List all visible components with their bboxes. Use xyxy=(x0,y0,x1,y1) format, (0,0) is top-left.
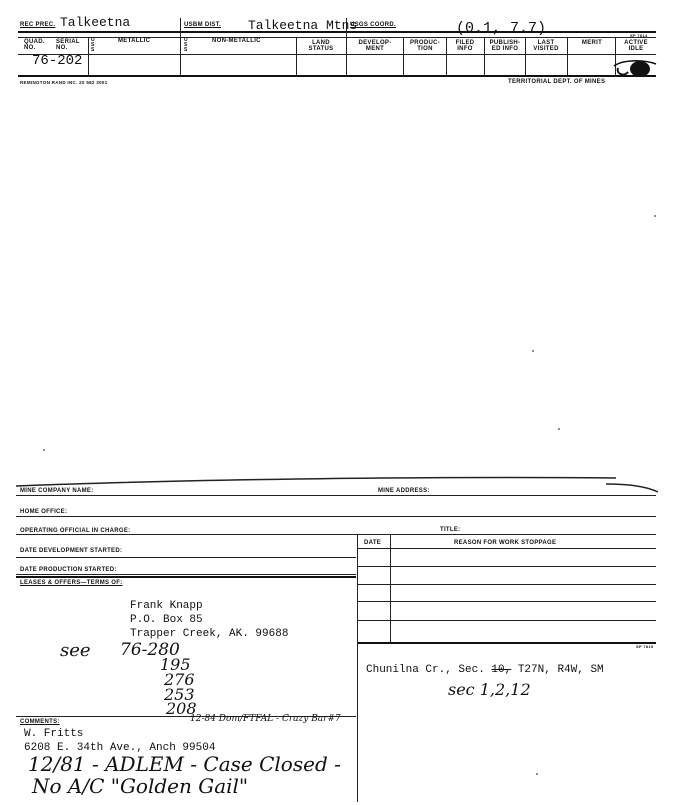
metallic-header: METALLIC xyxy=(118,38,151,44)
active-idle-header: ACTIVE IDLE xyxy=(624,40,648,52)
form-number: SP 7814 xyxy=(630,33,648,38)
active-status-mark-icon xyxy=(612,58,658,80)
leases-label: LEASES & OFFERS—TERMS OF: xyxy=(20,580,123,586)
handwritten-lease-number: 208 xyxy=(166,699,197,718)
location-text xyxy=(366,664,604,676)
uss-non-metallic-header: U S S xyxy=(184,37,188,53)
divider xyxy=(390,534,391,642)
production-header: PRODUC-TION xyxy=(409,40,441,52)
mine-company-label: MINE COMPANY NAME: xyxy=(20,488,94,494)
merit-header: MERIT xyxy=(581,40,603,46)
top-subheader-rule xyxy=(18,54,656,55)
rule xyxy=(16,516,656,517)
rule xyxy=(358,642,656,644)
rule xyxy=(16,534,656,535)
divider xyxy=(296,37,297,75)
comment-line: 6208 E. 34th Ave., Anch 99504 xyxy=(24,742,216,754)
uss-metallic-header: U S S xyxy=(91,37,95,53)
divider xyxy=(180,18,181,75)
rule xyxy=(358,584,656,585)
published-info-header: PUBLISH-ED INFO xyxy=(489,40,521,52)
reason-column-label: REASON FOR WORK STOPPAGE xyxy=(454,540,557,546)
handwritten-comment-note: 12-84 Dom/FTFAL - Crazy Bar#7 xyxy=(190,714,341,724)
divider xyxy=(567,37,568,75)
quad-no-header: QUAD. NO. xyxy=(24,39,45,51)
date-development-label: DATE DEVELOPMENT STARTED: xyxy=(20,548,123,554)
scan-speck xyxy=(532,350,534,352)
rule xyxy=(16,574,356,575)
divider xyxy=(484,37,485,75)
divider xyxy=(403,37,404,75)
owner-line: Frank Knapp xyxy=(130,600,203,612)
form-number: SP 7815 xyxy=(636,644,654,649)
rec-prec-label: REC PREC. xyxy=(20,22,56,28)
printer-imprint: REMINGTON RAND INC. 20 582 3001 xyxy=(20,80,108,85)
handwritten-lease-number: 76-280 xyxy=(120,640,180,660)
rule xyxy=(16,557,356,558)
owner-line: P.O. Box 85 xyxy=(130,614,203,626)
owner-line: Trapper Creek, AK. 99688 xyxy=(130,628,289,640)
date-column-label: DATE xyxy=(364,540,382,546)
rule xyxy=(16,495,656,496)
usgs-coord-label: USGS COORD. xyxy=(350,22,396,28)
rule xyxy=(358,601,656,602)
divider xyxy=(357,534,358,802)
title-label: TITLE: xyxy=(440,527,461,533)
handwritten-lease-number: 195 xyxy=(160,655,191,674)
location-suffix: T27N, R4W, SM xyxy=(511,664,604,676)
handwritten-see-note: see xyxy=(60,640,91,661)
usbm-dist-value: Talkeetna Mtns xyxy=(248,18,358,33)
quad-serial-value: 76-202 xyxy=(32,53,83,69)
scan-speck xyxy=(558,428,560,430)
rec-prec-value: Talkeetna xyxy=(60,15,131,30)
operating-official-label: OPERATING OFFICIAL IN CHARGE: xyxy=(20,528,131,534)
department-imprint: TERRITORIAL DEPT. OF MINES xyxy=(508,79,606,85)
location-struck-section: 10, xyxy=(491,664,512,676)
top-column-rule xyxy=(18,37,656,38)
scan-speck xyxy=(43,449,45,451)
filed-info-header: FILED INFO xyxy=(455,40,475,52)
handwritten-case-note: 12/81 - ADLEM - Case Closed - xyxy=(28,752,341,776)
location-prefix: Chunilna Cr., Sec. xyxy=(366,664,492,676)
rule xyxy=(16,576,356,578)
comment-line: W. Fritts xyxy=(24,728,84,740)
top-bottom-rule xyxy=(18,75,656,77)
serial-no-header: SERIAL NO. xyxy=(56,39,80,51)
home-office-label: HOME OFFICE: xyxy=(20,509,68,515)
land-status-header: LAND STATUS xyxy=(308,40,334,52)
usbm-dist-label: USBM DIST. xyxy=(184,22,222,28)
last-visited-header: LAST VISITED xyxy=(533,40,559,52)
scan-speck xyxy=(654,215,656,217)
rule xyxy=(358,620,656,621)
rule xyxy=(358,548,656,549)
mine-address-label: MINE ADDRESS: xyxy=(378,488,430,494)
non-metallic-header: NON-METALLIC xyxy=(212,38,261,44)
rule xyxy=(358,566,656,567)
scan-speck xyxy=(536,773,538,775)
comments-label: COMMENTS: xyxy=(20,719,60,725)
usgs-coord-value: (0.1, 7.7) xyxy=(456,20,547,37)
handwritten-lease-number: 253 xyxy=(164,685,195,704)
handwritten-claim-note: No A/C "Golden Gail" xyxy=(32,774,249,798)
date-production-label: DATE PRODUCTION STARTED: xyxy=(20,567,117,573)
divider xyxy=(446,37,447,75)
divider xyxy=(88,37,89,75)
handwritten-lease-number: 276 xyxy=(164,670,195,689)
divider xyxy=(525,37,526,75)
development-header: DEVELOP-MENT xyxy=(358,40,392,52)
handwritten-sections: sec 1,2,12 xyxy=(448,680,531,699)
